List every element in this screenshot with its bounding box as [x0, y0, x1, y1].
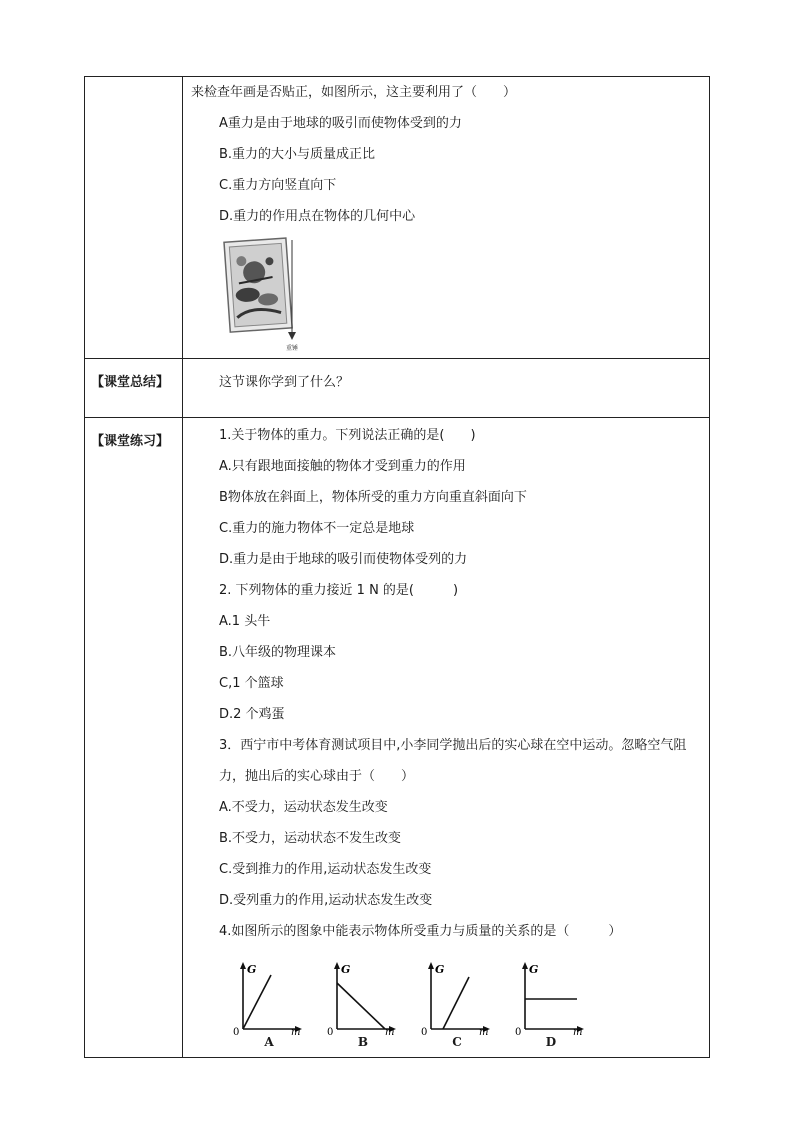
graph-a-x-label: m [291, 1027, 301, 1035]
q2-option-d: D.2 个鸡蛋 [219, 707, 285, 722]
q2-option-b: B.八年级的物理课本 [219, 645, 337, 660]
q1-option-b: B物体放在斜面上，物体所受的重力方向重直斜面向下 [219, 490, 527, 505]
q2-option-a: A.1 头牛 [219, 614, 271, 629]
option-b: B.重力的大小与质量成正比 [219, 147, 376, 162]
painting-illustration [221, 234, 301, 352]
graph-a-label: A [264, 1035, 274, 1049]
graph-c-x-label: m [479, 1027, 489, 1035]
question-stem: 来检查年画是否贴正，如图所示，这主要利用了（ ） [191, 85, 517, 100]
label-cell-empty [85, 77, 183, 359]
content-cell-summary [183, 359, 710, 418]
graph-c-origin: 0 [421, 1027, 428, 1035]
option-d: D.重力的作用点在物体的几何中心 [219, 209, 416, 224]
plumb-caption: 重锤 [285, 345, 299, 352]
graph-c-label: C [452, 1035, 462, 1049]
q1-option-d: D.重力是由于地球的吸引而使物体受列的力 [219, 552, 468, 567]
graph-b-x-label: m [385, 1027, 395, 1035]
q1-option-c: C.重力的施力物体不一定总是地球 [219, 521, 415, 536]
new-year-painting-image [221, 234, 301, 352]
lesson-table [84, 76, 710, 1058]
graph-d-label: D [545, 1035, 557, 1049]
practice-label: 【课堂练习】 [85, 418, 183, 1058]
summary-label: 【课堂总结】 [85, 359, 183, 418]
q1-stem: 1.关于物体的重力。下列说法正确的是( ) [219, 428, 476, 443]
graph-b-label: B [357, 1035, 369, 1049]
option-a: A重力是由于地球的吸引而使物体受到的力 [219, 116, 462, 131]
q3-option-c: C.受到推力的作用,运动状态发生改变 [219, 862, 432, 877]
graph-d-y-label: G [529, 963, 539, 976]
graph-c-y-label: G [435, 963, 445, 976]
q4-stem: 4.如图所示的图象中能表示物体所受重力与质量的关系的是（ ） [219, 924, 622, 939]
table-row-summary [85, 359, 710, 418]
q3-stem: 3．西宁市中考体育测试项目中,小李同学抛出后的实心球在空中运动。忽略空气阻力，抛出后的实心球由于（ ） [219, 738, 687, 784]
graph-c [421, 959, 493, 1049]
summary-text: 这节课你学到了什么？ [219, 375, 350, 390]
q4-graphs [183, 947, 709, 1057]
graph-b-origin: 0 [327, 1027, 334, 1035]
graph-b-y-label: G [341, 963, 351, 976]
q2-stem: 2. 下列物体的重力接近 1 N 的是( ) [219, 583, 459, 598]
content-cell-question [183, 77, 710, 359]
graph-a-y-label: G [247, 963, 257, 976]
graph-d [515, 959, 587, 1049]
graph-a-origin: 0 [233, 1027, 240, 1035]
q2-option-c: C,1 个篮球 [219, 676, 284, 691]
content-cell-practice [183, 418, 710, 1058]
q3-option-a: A.不受力，运动状态发生改变 [219, 800, 388, 815]
q1-option-a: A.只有跟地面接触的物体才受到重力的作用 [219, 459, 466, 474]
graph-a [233, 959, 305, 1049]
graph-d-x-label: m [573, 1027, 583, 1035]
table-row-practice [85, 418, 710, 1058]
graph-d-origin: 0 [515, 1027, 522, 1035]
option-c: C.重力方向竖直向下 [219, 178, 337, 193]
table-row-top [85, 77, 710, 359]
graph-b [327, 959, 399, 1049]
q3-option-d: D.受列重力的作用,运动状态发生改变 [219, 893, 433, 908]
q3-option-b: B.不受力，运动状态不发生改变 [219, 831, 402, 846]
